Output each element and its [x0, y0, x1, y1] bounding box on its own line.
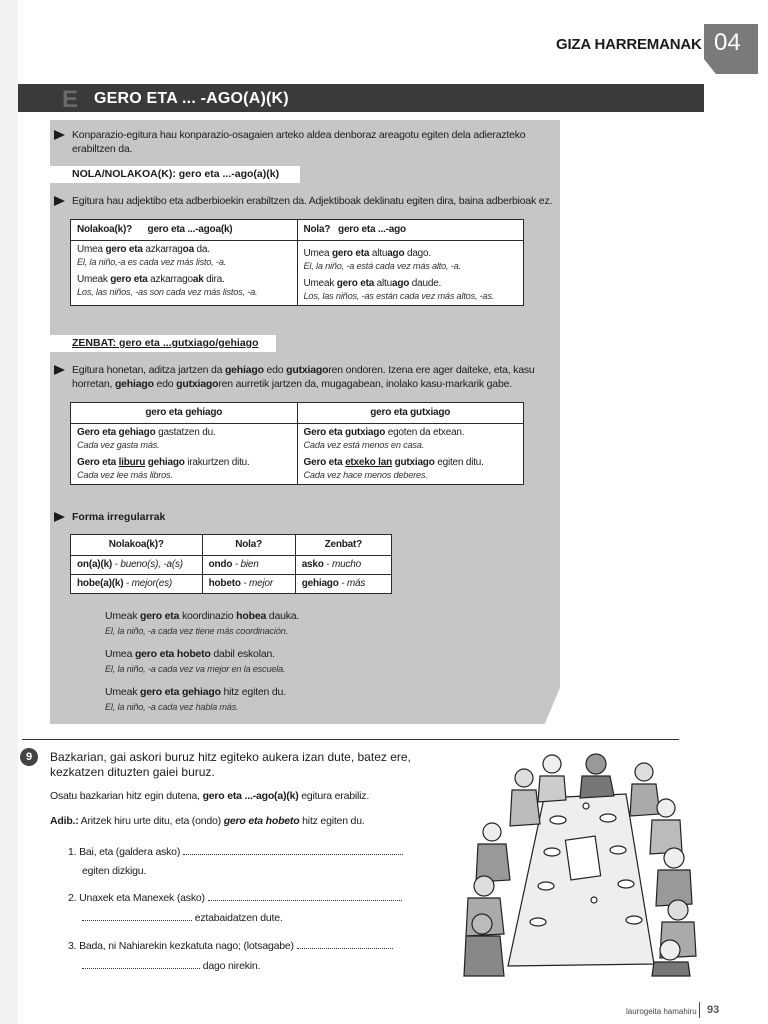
- answer-blank[interactable]: [208, 891, 402, 901]
- comparison-table-quantity: [70, 402, 524, 485]
- footer-divider: [699, 1002, 700, 1018]
- subheading-nola: NOLA/NOLAKOA(K): gero eta ...-ago(a)(k): [72, 168, 280, 180]
- exercise-example: Adib.: Aritzek hiru urte ditu, eta (ondo) gero eta hobeto hitz egiten du.: [50, 815, 365, 827]
- exercise-divider: [22, 739, 679, 740]
- question-2-continuation: eztabaidatzen dute.: [82, 911, 283, 924]
- table-cell: ondo - bien: [202, 556, 295, 575]
- page-number-words: laurogeita hamahiru: [626, 1007, 697, 1016]
- table-header: Nolakoa(k)? gero eta ...-agoa(k): [71, 220, 298, 241]
- bullet-arrow-icon: [54, 130, 65, 140]
- table-cell: hobeto - mejor: [202, 575, 295, 594]
- section-letter: E: [62, 86, 79, 113]
- question-3: 3. Bada, ni Nahiarekin kezkatuta nago; (lotsagabe): [68, 939, 393, 952]
- table-cell: on(a)(k) - bueno(s), -a(s): [71, 556, 203, 575]
- example-translation: El, la niño, -a cada vez habla más.: [105, 702, 239, 712]
- grammar-note-1: Egitura hau adjektibo eta adberbioekin erabiltzen da. Adjektiboak deklinatu egiten dira, baina adberbioak ez.: [72, 195, 553, 207]
- subheading-zenbat: ZENBAT: gero eta ...gutxiago/gehiago: [72, 337, 259, 349]
- table-cell: Umea gero eta azkarragoa da. El, la niño,-a es cada vez más listo, -a. Umeak gero eta azkarragoak dira. Los, las niños, -as son cada vez más listos, -a.: [71, 241, 298, 306]
- table-cell: Umea gero eta altuago dago. El, la niño, -a está cada vez más alto, -a. Umeak gero eta altuago daude. Los, las niños, -as están cada vez más altos, -as.: [297, 241, 524, 306]
- chapter-number: 04: [714, 29, 741, 56]
- example-sentence: Umea gero eta hobeto dabil eskolan.: [105, 648, 275, 660]
- table-cell: hobe(a)(k) - mejor(es): [71, 575, 203, 594]
- comparison-table-adjectives: [70, 219, 524, 306]
- exercise-intro: Bazkarian, gai askori buruz hitz egiteko aukera izan dute, batez ere, kezkatzen dituzten gaiei buruz.: [50, 750, 411, 779]
- question-3-continuation: dago nirekin.: [82, 959, 260, 972]
- bullet-arrow-icon: [54, 196, 65, 206]
- grammar-note-2-line-2: horretan, gehiago edo gutxiagoren aurretik jartzen da, mugagabean, inolako kasu-markarik gabe.: [72, 378, 512, 390]
- example-translation: El, la niño, -a cada vez tiene más coordinación.: [105, 626, 288, 636]
- table-cell: asko - mucho: [295, 556, 391, 575]
- question-2: 2. Unaxek eta Manexek (asko): [68, 891, 402, 904]
- exercise-number-badge: 9: [20, 748, 38, 766]
- table-cell: gehiago - más: [295, 575, 391, 594]
- table-cell: Gero eta gutxiago egoten da etxean. Cada vez está menos en casa. Gero eta etxeko lan gutxiago egiten ditu. Cada vez hace menos deberes.: [297, 424, 524, 485]
- exercise-instruction: Osatu bazkarian hitz egin dutena, gero eta ...-ago(a)(k) egitura erabiliz.: [50, 790, 370, 802]
- table-header: Nola? gero eta ...-ago: [297, 220, 524, 241]
- table-header: Nola?: [202, 535, 295, 556]
- answer-blank[interactable]: [82, 911, 192, 921]
- section-title: GERO ETA ... -AGO(A)(K): [94, 90, 289, 107]
- question-1-continuation: egiten dizkigu.: [82, 865, 147, 877]
- page-number: 93: [707, 1004, 720, 1016]
- answer-blank[interactable]: [297, 939, 393, 949]
- example-sentence: Umeak gero eta gehiago hitz egiten du.: [105, 686, 286, 698]
- question-1: 1. Bai, eta (galdera asko): [68, 845, 403, 858]
- irregular-forms-label: Forma irregularrak: [72, 511, 166, 523]
- table-header: gero eta gutxiago: [297, 403, 524, 424]
- answer-blank[interactable]: [82, 959, 200, 969]
- answer-blank[interactable]: [183, 845, 403, 855]
- example-sentence: Umeak gero eta koordinazio hobea dauka.: [105, 610, 300, 622]
- table-header: gero eta gehiago: [71, 403, 298, 424]
- table-header: Zenbat?: [295, 535, 391, 556]
- example-translation: El, la niño, -a cada vez va mejor en la escuela.: [105, 664, 286, 674]
- bullet-arrow-icon: [54, 512, 65, 522]
- chapter-title: GIZA HARREMANAK: [556, 36, 702, 53]
- dinner-table-illustration: [448, 750, 706, 978]
- table-header: Nolakoa(k)?: [71, 535, 203, 556]
- bullet-arrow-icon: [54, 365, 65, 375]
- page-edge: [0, 0, 18, 1024]
- grammar-intro-line-1: Konparazio-egitura hau konparazio-osagaien arteko aldea denboraz areagotu egiten dela adierazteko: [72, 129, 526, 141]
- irregular-forms-table: [70, 534, 392, 594]
- table-cell: Gero eta gehiago gastatzen du. Cada vez gasta más. Gero eta liburu gehiago irakurtzen ditu. Cada vez lee más libros.: [71, 424, 298, 485]
- grammar-intro-line-2: erabiltzen da.: [72, 143, 133, 155]
- grammar-note-2-line-1: Egitura honetan, aditza jartzen da gehiago edo gutxiagoren ondoren. Izena ere ager daiteke, eta, kasu: [72, 364, 535, 376]
